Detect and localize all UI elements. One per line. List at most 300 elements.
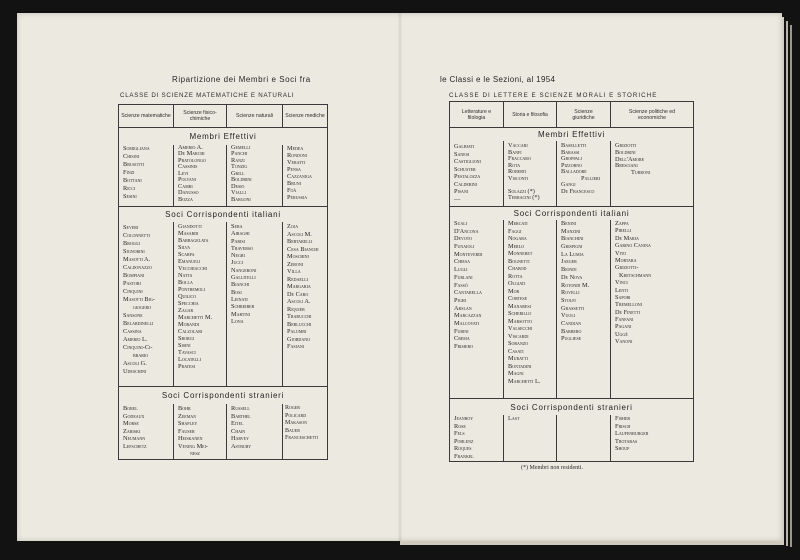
member-name: Olgiati [508,280,526,287]
member-name: Griziotti [615,142,637,149]
member-name: Amerio A. [178,143,203,151]
member-name: Berlucchi [287,320,312,328]
member-name: Belardinelli [123,320,154,327]
member-name: Roques [454,445,472,452]
member-name: Barassi [561,148,580,156]
member-name: Bianchi [231,281,250,289]
member-name: Monteverdi [454,250,483,258]
member-name: Tonzig [231,163,248,170]
member-name: Danusso [178,189,199,196]
member-name: Visconti [508,174,529,182]
member-name: Funaioli [454,243,475,251]
member-name: Balladore [561,168,587,175]
member-name: Sisini [178,342,191,349]
member-name: Tremelloni [615,301,642,309]
member-name: Crema [454,335,470,343]
member-name: Frankel [454,452,474,460]
member-name: Neumann [123,435,146,442]
member-name: Stolfi [561,296,576,304]
member-name: Pestalozza [454,173,481,180]
member-name: Fraccaro [508,155,531,162]
member-name: Solazzi (*) [508,187,535,195]
member-name: Pontremoli [178,286,206,293]
member-name: Pugliese [561,335,582,343]
member-name: Airaghi [231,230,250,238]
member-name: Cortese [508,295,528,302]
member-name: Ascoli A. [287,298,311,305]
member-name: Somigliana [123,144,150,152]
member-name: Traverso [231,244,254,252]
member-name: Jaeger [561,258,577,266]
column-header: Storia e filosofia [504,102,557,127]
name-column [283,404,327,460]
member-name: Calzolari [178,328,203,335]
section-title: Soci Corrispondenti stranieri [510,402,633,412]
member-name: Shapley [178,420,198,427]
section-title: Soci Corrispondenti stranieri [161,391,285,400]
member-name: Polvani [178,176,196,183]
name-column [174,222,227,386]
member-name: Zariski [123,427,141,435]
member-name: Bognetti [508,257,530,265]
name-column [119,222,174,386]
name-column [119,404,174,460]
member-name: Ricci [123,184,136,192]
member-name: Cinquini-Ci- [123,344,153,351]
member-name: Chain [231,427,246,435]
name-column [227,404,283,460]
member-name: Bresciani [615,162,638,170]
member-name: Fisher [615,415,631,422]
member-name: Schreiber [231,303,255,311]
section-title: Soci Corrispondenti italiani [165,210,281,219]
member-name: Faggi [508,227,522,235]
member-name: Lenti [615,286,628,294]
member-name: Vaccari [508,142,528,149]
member-name: Roger [285,405,300,411]
page-edge [400,541,782,545]
member-name: La Lumia [561,250,584,258]
member-name: Amerio L. [123,336,148,343]
member-name: Nangeroni [231,266,257,274]
member-name: Ascoli M. [287,230,312,238]
member-name: Broggi [123,240,140,247]
member-name: Candian [561,319,581,327]
member-name: Sesini [123,192,137,200]
name-column [557,415,611,462]
page-fold [398,13,402,541]
member-name: Pirelli [615,227,632,235]
member-name: Furlani [454,273,473,281]
member-name: Leinati [231,295,248,303]
member-name: De Marchi [178,150,205,157]
member-name: Tavasci [178,349,196,356]
name-column [504,220,557,398]
member-name: Valsecchi [508,325,533,332]
member-name: Muratti [508,355,528,362]
name-column [611,220,693,398]
name-column [557,141,611,206]
section-heading [450,128,693,141]
name-column [450,141,504,206]
member-name: Castiglioni [454,158,481,165]
class-heading-left: CLASSE DI SCIENZE MATEMATICHE E NATURALI [120,92,295,99]
name-column [119,145,174,207]
member-name: Scarpa [178,251,195,258]
section-data [119,144,327,207]
member-name: Fanfani [615,316,634,324]
member-name: Rondoni [287,151,307,159]
member-name: Bolla [178,279,193,286]
member-name: Zagar [178,307,194,314]
member-name: Turroni [631,169,651,177]
member-name: Vialli [231,189,246,196]
column-header: Scienze mediche [285,113,325,119]
member-name: Bozza [178,195,193,203]
member-name: Grispigni [561,243,583,251]
member-name: D'Ancona [454,227,479,235]
member-name: Morandi [178,321,200,328]
member-name: Medea [287,144,304,152]
member-name: Eitel [231,420,244,427]
members-table-right [449,101,694,462]
member-name: Pisani [454,188,469,195]
member-name: Suali [454,220,468,227]
member-name: giogero [133,304,151,311]
member-name: Gemelli [231,143,251,151]
member-name: Foà [287,186,297,194]
member-name: Manaresi [508,302,531,310]
column-header: Letterature e filologia [450,102,504,127]
member-name: Desio [231,182,245,190]
member-name: Grassetti [561,304,585,312]
member-name: Zeroni [287,260,304,268]
member-name: Nogara [508,235,527,242]
member-name: Baselletti [561,142,587,149]
name-column [557,220,611,398]
column-header: Scienze giuridiche [557,102,611,127]
member-name: Quilico [178,293,197,300]
member-name: Cassinis [178,163,198,170]
member-name: Martini [231,310,250,318]
member-name: Fauser [178,427,195,435]
member-name: Groppali [561,155,582,162]
member-name: Frisiero [454,343,474,350]
page-title-left: Ripartizione dei Membri e Soci fra [172,75,311,84]
section-title: Soci Corrispondenti italiani [513,209,630,218]
name-column [227,145,283,207]
member-name: Lefschetz [123,442,147,450]
member-name: Zoja [287,223,299,230]
name-column [450,415,504,462]
member-name: De Finetti [615,308,640,316]
member-name: Casati [508,347,524,355]
member-name: Sanesi [454,150,470,158]
member-name: Galbiati [454,143,475,150]
section-title: Membri Effettivi [189,131,257,141]
member-name: Cantarella [454,289,482,297]
member-name: Borel [123,405,138,412]
member-name: Bontadini [508,362,532,370]
member-name: Masotti A. [123,256,151,263]
member-name: Severi [123,224,139,231]
member-name: Cambi [178,182,193,190]
member-name: Jucci [231,259,244,267]
member-name: Griziotti- [615,264,639,272]
member-name: Ascoli G. [123,360,147,367]
member-name: Barbero [561,327,582,335]
member-name: Grill [231,169,245,177]
member-name: Dell'Amore [615,155,645,163]
name-column [283,222,327,386]
name-column [504,141,557,206]
member-name: Bruni [287,179,301,187]
name-column [227,222,283,386]
member-name: Udeschini [123,368,147,375]
section-title: Membri Effettivi [538,130,605,139]
member-name: Manzini [561,227,581,235]
table-header-row [450,102,693,128]
member-name: Zeeman [178,412,197,420]
member-name: Sapori [615,293,631,301]
member-name: Levi [178,169,189,177]
member-name: Boldrini [231,176,252,183]
member-name: Magni [508,370,524,377]
member-name: Bertarelli [287,238,313,245]
page-edge [786,21,788,546]
name-column [611,141,693,206]
page-title-right: le Classi e le Sezioni, al 1954 [440,75,556,84]
member-name: Perussia [287,193,308,201]
member-name: Giordano [287,335,310,343]
member-name: Cazzaniga [287,172,312,180]
members-table-left [118,104,328,460]
member-name: Last [508,415,520,422]
member-name: Riquier [287,305,305,313]
member-name: Redaelli [287,275,309,283]
member-name: Parisi [231,237,245,245]
class-heading-right: CLASSE DI LETTERE E SCIENZE MORALI E STORICHE [449,92,658,99]
member-name: Chiesa [454,258,470,266]
section-heading [119,128,327,144]
member-name: Vito [615,249,627,257]
section-heading [119,206,327,222]
member-name: Boldrini [615,148,636,156]
member-name: Bianchini [561,235,584,243]
member-name: Pighi [454,296,466,304]
member-name: Chabod [508,265,527,272]
member-name: Finzi [123,168,135,176]
member-name: Gallitelli [231,274,256,282]
member-name: Harvey [231,435,250,442]
member-name: Merlo [508,242,525,250]
member-name: Roberti [508,168,527,175]
member-name: Pagani [615,323,632,331]
member-name: Shoup [615,445,630,452]
member-name: Sborgi [178,335,194,342]
member-name: Vanoni [615,338,633,346]
member-name: Masardi [178,230,199,237]
member-name: Silva [178,244,191,251]
member-name: Franceschetti [285,435,319,441]
member-name: Vuoli [561,312,576,320]
member-name: Natta [178,272,193,279]
member-name: Frisch [615,422,631,430]
member-name: Biondi [561,266,577,274]
member-name: Vecchiacchi [178,265,207,272]
name-column [174,404,227,460]
member-name: Brusotti [123,160,145,168]
page-edge [790,25,792,547]
member-name: Marchetti M. [178,314,213,321]
member-name: Makason [285,420,308,426]
member-name: Bottani [123,176,142,184]
member-name: Cassina [123,328,142,335]
member-name: Pizzorno [561,161,583,169]
member-name: Trabucchi [287,313,312,320]
member-name: — [454,195,461,203]
name-column [504,415,557,462]
section-data [450,220,693,398]
member-name: Terracini (*) [508,194,540,201]
column-header: Scienze politiche ed economiche [628,108,676,121]
member-name: Fassò [454,281,468,289]
member-name: Calderini [454,180,478,188]
member-name: Bauer [285,427,300,434]
member-name: Soranzo [508,340,529,347]
member-name: Marchetti L. [508,377,541,385]
member-name: Schuster [454,165,476,173]
member-name: nesz [190,450,200,457]
member-name: Lona [231,317,244,325]
member-name: Pensa [287,165,301,173]
member-name: Kretschmann [619,271,652,279]
member-name: De Nova [561,273,583,281]
member-name: Arslan [454,304,472,312]
member-name: Palumbi [287,328,307,335]
member-name: Barbagelata [178,237,209,244]
member-name: Mortara [615,256,637,264]
member-name: Rota [508,161,521,169]
member-name: Rotta [508,272,523,280]
member-name: Vinci [615,279,628,287]
member-name: brario [133,352,149,359]
member-name: Cesa Bianchi [287,245,319,253]
member-name: Uggè [615,330,628,338]
member-name: Russell [231,405,250,412]
member-name: Signorini [123,248,145,255]
member-name: Bompiani [123,272,145,279]
member-name: Panchi [231,150,248,157]
member-name: Lugli [454,266,468,274]
member-name: Pastori [123,280,141,287]
member-name: Banfi [508,148,522,156]
member-name: Sansone [123,312,143,319]
member-name: Villa [287,268,301,275]
member-name: Ranzi [231,156,245,164]
member-name: Jeanroy [454,415,474,422]
member-name: Locatelli [178,356,201,363]
member-name: Pratolongo [178,156,206,164]
section-data [450,141,693,206]
member-name: Trotabas [615,437,638,445]
member-name: Gangi [561,181,576,188]
member-name: Viscardi [508,332,529,340]
member-name: De Maria [615,234,639,242]
section-data [450,415,693,462]
name-column [450,220,504,398]
column-header: Scienze fisico-chimiche [174,105,227,127]
member-name: Rotondi M. [561,281,590,289]
member-name: Veratti [287,158,306,166]
member-name: Pratesi [178,363,196,370]
member-name: Pohlenz [454,437,474,445]
member-name: Marsotto [508,317,532,325]
member-name: Benini [561,220,577,227]
member-name: Policard [285,412,307,419]
member-name: Cinquini [123,288,143,295]
member-name: Pallieri [581,174,601,182]
member-name: Fasiani [287,343,305,350]
member-name: Morse [123,420,139,427]
member-name: Laufenburger [615,430,649,437]
member-name: Bohr [178,405,191,412]
member-name: Negri [231,252,245,260]
member-name: Moschini [287,253,309,260]
column-header: Scienze naturali [227,105,283,127]
member-name: Rovelli [561,289,580,297]
member-name: Fels [454,430,465,437]
name-column [174,145,227,207]
name-column [283,145,327,207]
section-heading [450,206,693,220]
member-name: Zappa [615,220,629,227]
member-name: Margaria [287,283,311,290]
section-heading [119,386,327,404]
name-column [611,415,693,462]
member-name: Masotti Big- [123,296,155,303]
member-name: Mor [508,287,520,295]
member-name: Scherillo [508,310,532,317]
member-name: Malcovati [454,319,480,327]
member-name: Emanueli [178,258,201,265]
member-name: Chisini [123,152,140,160]
column-header: Scienze matematiche [119,105,174,127]
member-name: Marcazzan [454,312,482,320]
member-name: Garino Canina [615,242,651,250]
section-data [119,404,327,460]
section-data [119,222,327,386]
member-name: Rose [454,422,466,430]
member-name: Giandotti [178,223,202,230]
member-name: Astbury [231,442,252,450]
member-name: Fubini [454,327,469,335]
member-name: Colonnetti [123,232,150,239]
member-name: De Francesco [561,187,595,195]
member-name: Mercati [508,220,528,227]
member-name: Caldonazzo [123,264,152,271]
member-name: Godeaux [123,412,145,420]
member-name: Devoto [454,235,473,243]
member-name: Vening Mei- [178,442,209,450]
member-name: Monneret [508,250,533,257]
member-name: Bosi [231,288,242,296]
member-name: Specchia [178,300,199,307]
section-heading [450,398,693,415]
member-name: Bargoni [231,195,251,203]
member-name: Sera [231,223,243,230]
footnote: (*) Membri non residenti. [521,465,583,471]
